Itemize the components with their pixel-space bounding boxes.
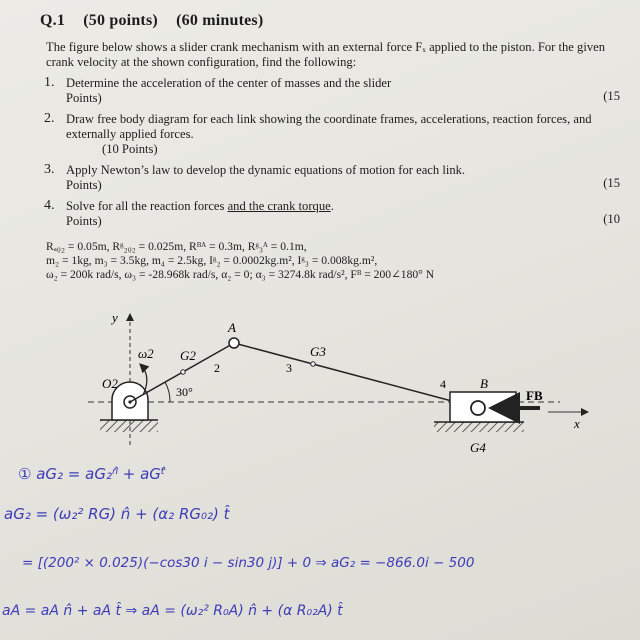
handwritten-line-4: aA = aA n̂ + aA t̂ ⇒ aA = (ω₂² R₀A) n̂ + (α R₀₂A) t̂ [2,603,343,619]
G2-label: G2 [180,348,196,363]
task-item [44,163,634,193]
task-text [66,199,634,214]
task-text-end: . [330,199,334,213]
O2-label: O2 [102,376,118,391]
task-text-underlined: and the crank torque [227,199,331,213]
omega2-label: ω2 [138,346,154,361]
problem-intro: The figure below shows a slider crank mechanism with an external force Fₓ applied to the piston. For the given crank velocity at the shown configuration, find the following: [46,40,606,69]
given-masses: m₂ = 1kg, m₃ = 3.5kg, m₄ = 2.5kg, Iᵍ₂ = 0.0002kg.m², Iᵍ₃ = 0.008kg.m², [46,254,378,267]
joint-A [229,338,239,348]
B-label: B [480,376,488,391]
question-points: (50 points) [83,12,158,29]
task-points-right: (10 [603,212,620,226]
left-ground [100,420,158,432]
link3-number: 3 [286,361,292,375]
task-points-right: (15 [603,176,620,190]
task-number: 2. [44,111,55,126]
y-axis-label: y [112,310,118,325]
link4-number: 4 [440,377,446,391]
task-item [44,112,634,157]
lower-ground [434,422,524,432]
task-text: Draw free body diagram for each link showing the coordinate frames, accelerations, reaction forces, and externally applied forces. [66,112,592,141]
task-item [44,76,634,106]
task-number: 4. [44,198,55,213]
slider-crank-diagram [0,300,640,460]
task-points: Points) [66,214,102,228]
x-axis-label: x [574,416,580,431]
question-number: Q.1 [40,12,66,29]
task-item [44,199,634,229]
link2-number: 2 [214,361,220,375]
task-points: Points) [66,178,102,192]
task-text-part: Solve for all the reaction forces [66,199,228,213]
center-mass-G3 [311,362,315,366]
task-number: 1. [44,75,55,90]
FB-label: FB [526,388,543,403]
given-velocities: ω₂ = 200k rad/s, ω₃ = -28.968k rad/s, α₂ = 0; α₃ = 3274.8k rad/s², Fᴮ = 200∠180° N [46,268,435,281]
task-text: Determine the acceleration of the center of masses and the slider [66,76,392,90]
angle-label: 30° [176,385,193,399]
handwritten-line-3: = [(200² × 0.025)(−cos30 i − sin30 j)] + 0 ⇒ aG₂ = −866.0i − 500 [22,555,475,571]
given-data [46,240,636,282]
angle-arc [165,382,170,402]
coupler-link-3 [234,343,478,408]
handwritten-solution [0,455,640,640]
given-lengths: Rₐ₀₂ = 0.05m, Rᵍ₂₀₂ = 0.025m, Rᴮᴬ = 0.3m, Rᵍ₃ᴬ = 0.1m, [46,240,307,253]
task-points: Points) [66,91,102,105]
task-points: (10 Points) [102,142,158,156]
task-text: Apply Newton’s law to develop the dynamic equations of motion for each link. [66,163,466,177]
A-label: A [228,320,236,335]
handwritten-line-2: aG₂ = (ω₂² RG) n̂ + (α₂ RG₀₂) t̂ [4,505,230,523]
task-number: 3. [44,162,55,177]
question-time: (60 minutes) [176,12,264,29]
center-mass-G2 [181,370,185,374]
handwritten-line-1: ① aG₂ = aG₂ⁿ̂ + aGᵗ̂ [18,465,166,483]
G3-label: G3 [310,344,326,359]
G4-label: G4 [470,440,486,455]
task-points-right: (15 [603,89,620,103]
question-header [40,12,277,30]
task-list [44,76,634,235]
joint-B [471,401,485,415]
